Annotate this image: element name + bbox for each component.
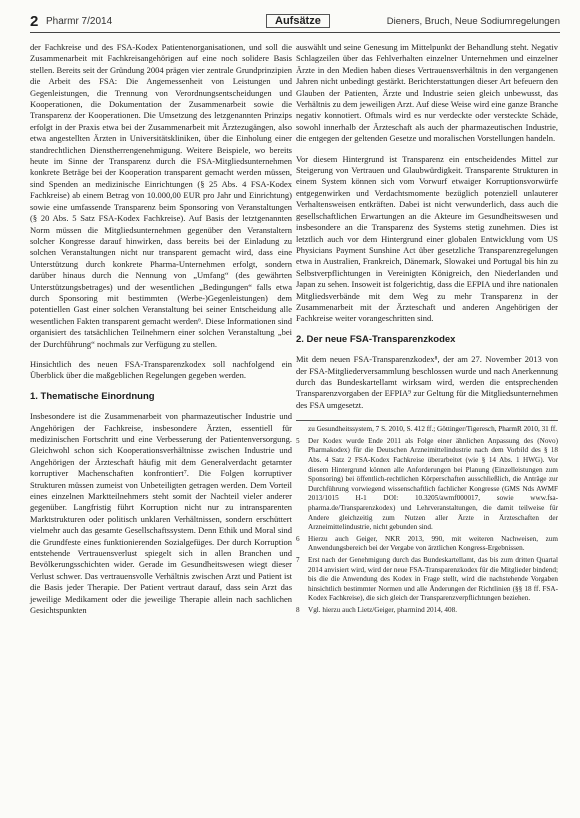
footnote-text: Hierzu auch Geiger, NKR 2013, 990, mit weiteren Nachweisen, zum Anwendungsbereich bei der Vergabe von ärztlichen Kongress-Ergebnissen. [308,534,558,553]
footnote-text: Der Kodex wurde Ende 2011 als Folge einer ähnlichen Anpassung des (Novo) Pharmakodex) für die Deutschen Arzneimittelindustrie nach dem Vorbild des § 18 Abs. 4 Satz 2 FSA-Kodex Fachkreise überarbeitet (wie § 14 Abs. 1 HWG). Vor diesem Hintergrund können alle Anforderungen bei Planung (Einzelleistungen zum Sponsoring) bei öffentlich-rechtlichen Körperschaften ausschließlich, die Anträge zur Durchführung vorwiegend wissenschaftlich fachlicher Kongresse (GMS Nds AWMF 2013/1015 H-1 DOI: 10.3205/awmf000017, sowie www.fsa-pharma.de/Transparenzkodex) und Lehrveranstaltungen, die damit teilweise für Andere gleichzeitig zum Nutzen aller Ärzte in Ärzteschaften der Arzneimittelindustrie, nicht gebunden sind. [308,436,558,532]
footnote [296,606,558,616]
footnotes [296,420,558,615]
footnote-number [296,425,308,435]
footnote-text: Erst nach der Genehmigung durch das Bundeskartellamt, das bis zum dritten Quartal 2014 anvisiert wird, wird der neue FSA-Transparenzkodex für die Mitglieder bindend; bis die die Anwendung des Kodex in Frage stellt, wird die nachstehende Vorgaben hinsichtlich bestimmter Normen und alle Änderungen der Richtlinien (§§ 18 ff. FSA-Kodex Fachkreise), die sich gleich der Transparenzverpflichtungen beziehen. [308,555,558,603]
right-column [296,42,558,617]
section-heading: 2. Der neue FSA-Transparenzkodex [296,333,456,345]
footnote-text: Vgl. hierzu auch Lietz/Geiger, pharmind 2014, 408. [308,605,458,614]
footnote-number: 7 [296,555,300,564]
footnote-number: 5 [296,436,300,445]
footnote-number: 8 [296,605,300,614]
journal-name: Pharmr 7/2014 [46,16,113,27]
body-paragraph: Insbesondere ist die Zusammenarbeit von pharmazeutischer Industrie und Angehörigen der Fachkreise, insbesondere Ärzten, essentiell für medizinischen Fortschritt und eine Verbesserung der Patientenversorgung. Gleichwohl schon sich Kooperationsverhältnisse zwischen Industrie und Angehörigen der Ärzteschaft häufig mit dem Generalverdacht getarnter korruptiver Machenschaften konfrontiert⁷. Die Folgen korruptiver Strukturen müssen zumeist von Unbeteiligten getragen werden. Dem Vorteil eines einzelnen Marktteilnehmers steht somit der Nachteil vieler anderer gegenüber. Langfristig führt Korruption nicht nur zu intransparenten Marktstrukturen oder politisch unklaren Verhältnissen, sondern erschüttert vielmehr auch das gesamte Gesellschaftssystem. Denn Ethik und Moral sind die Grundfeste eines funktionierenden Sozialgefüges. Der durch Korruption entstehende Vertrauensverlust spiegelt sich in allen Branchen und Bevölkerungsschichten wider. Gerade im Gesundheitswesen wiegt dieser Verlust schwer. Das vertrauensvolle Verhältnis zwischen Arzt und Patient ist die Basis jeder Therapie. Der Patient vertraut darauf, dass sein Arzt das jeweilige Medikament oder die jeweilige Therapie allein nach sachlichen Gesichtspunkten [30,411,292,616]
body-paragraph: auswählt und seine Genesung im Mittelpunkt der Behandlung steht. Negativ Schlagzeilen über das Fehlverhalten einzelner Unternehmen und einzelner Ärzte in den Medien haben dieses Vertrauensverhältnis in den vergangenen Jahren nicht unbedingt gestärkt. Berichterstattungen dieser Art befeuern den Glauben der Patienten, Ärzte und Industrie seien gleich unbewusst, das Verhältnis zu dem jeweiligen Arzt. Auf diese Weise wird eine ganze Branche negativ konnotiert. Oftmals wird es nur verdeckte oder versteckte Schäde, sowohl innerhalb der Ärzteschaft als auch der pharmazeutischen Industrie, die entgegen der geltenden Gesetze und moralischen Vorstellungen handeln. [296,42,558,144]
footnote-text: zu Gesundheitssystem, 7 S. 2010, S. 412 ff.; Göttinger/Tigeresch, PharmR 2010, 31 ff. [308,425,558,434]
body-paragraph: Mit dem neuen FSA-Transparenzkodex⁸, der am 27. November 2013 von der FSA-Mitgliederversammlung beschlossen wurde und nach Anerkennung durch das Bundeskartellamt wirksam wird, werden die entsprechenden Transparenzvorgaben der EFPIA⁹ zur Geltung für die Mitgliedsunternehmen des FSA umgesetzt. [296,354,558,410]
left-column [30,42,292,626]
running-head-authors: Dieners, Bruch, Neue Sodiumregelungen [386,16,560,27]
footnote [296,556,558,604]
section-label: Aufsätze [266,14,330,28]
footnote [296,437,558,533]
page-number: 2 [30,13,39,30]
footnote [296,425,558,435]
body-paragraph: der Fachkreise und des FSA-Kodex Patientenorganisationen, und soll die Zusammenarbeit mit Fachkreisangehörigen auf eine noch solidere Basis stellen. Bereits seit der Gründung 2004 prägen vier zentrale Grundprinzipien die Arbeit des FSA: Die Angemessenheit von Leistungen und Gegenleistungen, die Trennung von Verordnungsentscheidungen und Kooperationen, die Dokumentation der Zusammenarbeit sowie die Transparenz der Kooperationen. Die Umsetzung des letzgenannten Prinzips erfolgt in der Praxis etwa bei der Zusammenarbeit mit Ärztezugängen, also etwa angestellten Ärzten in Universitätskliniken, über die Einholung einer standrechtlichen Dienstherrengenehmigung. Weitere Beispiele, wo bereits heute im Sinne der Transparenz durch die FSA-Mitgliedsunternehmen konkrete Beträge bei der Kooperation transparent gemacht werden müssen, sind Spenden an medizinische Einrichtungen (§ 25 Abs. 4 FSA-Kodex Fachkreise) ab einem Betrag von 10.000,00 EUR pro Jahr und Einrichtung) sowie eine umfassende Transparenz beim Sponsoring von Veranstaltungen (§ 20 Abs. 5 Satz FSA-Kodex Fachkreise). Auf Basis der letztgenannten Norm müssen die Mitgliedsunternehmen gegenüber den Veranstaltern solcher Kongresse darauf hinwirken, dass bereits bei der Einladung zu solchen Veranstaltungen nicht nur transparent gemacht wird, dass eine Unterstützung durch konkrete Pharma-Unternehmen erfolgt, sondern darüber hinaus durch die Nennung von „Umfang“ (des gewährten Unterstützungsbetrages) und der wesentlichen „Bedingungen“ falls etwa durch Sponsoring mit bestimmten (Werbe-)Gegenleistungen) dem potentiellen Gast einer solchen Veranstaltung bei seiner Entscheidung alle wesentlichen Fakten transparent gemacht werden⁶. Diese Informationen sind organisiert des tatsächlichen Teilnehmern einer solchen Veranstaltung „bei der Durchführung“ nochmals zur Verfügung zu stellen. [30,42,292,349]
body-paragraph: Vor diesem Hintergrund ist Transparenz ein entscheidendes Mittel zur Steigerung von Vertrauen und Glaubwürdigkeit. Transparente Strukturen in einem System können sich vom Vorwurf etwaiger Korruptionsvorwürfe entgegenwirken und Verdachtsmomente bezüglich potenziell unlauterer Verhaltensweisen entkräften. Dabei ist nicht verwunderlich, dass auch die gesellschaftlichen Erwartungen an die Akteure im Gesundheitswesen und insbesondere an die Transparenz des Systems stetig zunehmen. Dies ist letztlich auch vor dem Hintergrund einer globalen Entwicklung vom US Physicians Payment Sunshine Act über gesetzliche Transparenzregelungen etwa in Australien, Frankreich, Dänemark, Slowakei und Portugal bis hin zu Selbstverpflichtungen in Vereinigten Königreich, den Niederlanden und Japan zu sehen. Insoweit ist folgerichtig, dass die EFPIA und ihre nationalen Mitgliedsverbände mit dem Weg zu mehr Transparenz in der Zusammenarbeit mit der Ärzteschaft und anderen Angehörigen der Fachkreise weiter vorangeschritten sind. [296,153,558,324]
footnote-number: 6 [296,534,300,543]
body-paragraph: Hinsichtlich des neuen FSA-Transparenzkodex soll nachfolgend ein Überblick über die maßgeblichen Regelungen gegeben werden. [30,358,292,381]
page-header [30,12,560,33]
section-heading: 1. Thematische Einordnung [30,390,155,402]
footnote [296,535,558,554]
